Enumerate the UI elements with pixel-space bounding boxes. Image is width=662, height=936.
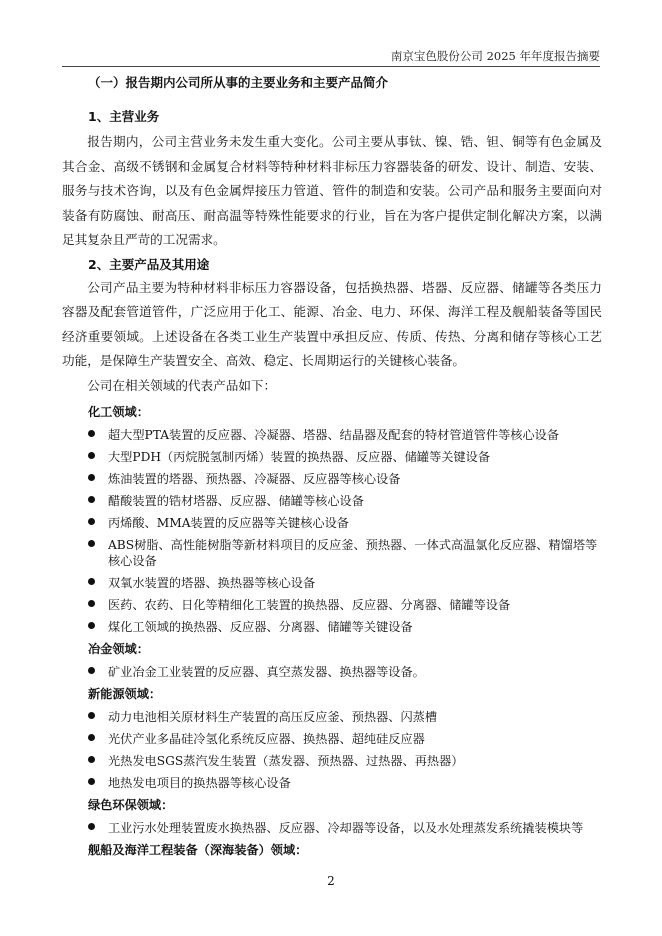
list-item [88, 537, 602, 569]
bullet-icon [88, 622, 95, 629]
list-item-text: 超大型PTA装置的反应器、冷凝器、塔器、结晶器及配套的特材管道管件等核心设备 [108, 428, 560, 442]
list-item-text: 工业污水处理装置废水换热器、反应器、冷却器等设备，以及水处理蒸发系统撬装模块等 [108, 821, 584, 835]
marine-heading: 舰船及海洋工程装备（深海装备）领域： [88, 843, 308, 857]
new-energy-list [88, 709, 602, 791]
new-energy-heading: 新能源领域： [88, 687, 162, 701]
bullet-icon [88, 778, 95, 785]
bullet-icon [88, 430, 95, 437]
bullet-icon [88, 600, 95, 607]
list-item-text: 丙烯酸、MMA装置的反应器等关键核心设备 [108, 516, 349, 530]
list-item [88, 820, 602, 836]
list-item [88, 731, 602, 747]
page-content [62, 69, 602, 858]
list-item-text: 煤化工领域的换热器、反应器、分离器、储罐等关键设备 [108, 620, 413, 634]
list-item-text: 光热发电SGS蒸汽发生装置（蒸发器、预热器、过热器、再热器） [108, 754, 464, 768]
environmental-list [88, 820, 602, 836]
list-item [88, 427, 602, 443]
bullet-icon [88, 518, 95, 525]
bullet-icon [88, 496, 95, 503]
bullet-icon [88, 734, 95, 741]
list-item [88, 471, 602, 487]
metallurgy-list [88, 664, 602, 680]
list-item-text: 炼油装置的塔器、预热器、冷凝器、反应器等核心设备 [108, 472, 401, 486]
list-item [88, 515, 602, 531]
list-item [88, 664, 602, 680]
bullet-icon [88, 578, 95, 585]
list-item [88, 709, 602, 725]
bullet-icon [88, 756, 95, 763]
chemical-heading: 化工领域： [88, 405, 149, 419]
list-item [88, 449, 602, 465]
bullet-icon [88, 667, 95, 674]
bullet-icon [88, 823, 95, 830]
section-title: （一）报告期内公司所从事的主要业务和主要产品简介 [88, 75, 389, 90]
list-item [88, 493, 602, 509]
products-heading: 2、主要产品及其用途 [88, 256, 210, 272]
page-number: 2 [327, 874, 335, 888]
list-item-text: 医药、农药、日化等精细化工装置的换热器、反应器、分离器、储罐等设备 [108, 598, 511, 612]
list-item-text: 大型PDH（丙烷脱氢制丙烯）装置的换热器、反应器、储罐等关键设备 [108, 450, 491, 464]
bullet-icon [88, 540, 95, 547]
list-item [88, 775, 602, 791]
list-item-text: 双氧水装置的塔器、换热器等核心设备 [108, 576, 316, 590]
list-item [88, 753, 602, 769]
list-item [88, 597, 602, 613]
business-paragraph: 报告期内，公司主营业务未发生重大变化。公司主要从事钛、镍、锆、钽、铜等有色金属及其合金、高级不锈钢和金属复合材料等特种材料非标压力容器装备的研发、设计、制造、安装、服务与技术咨询，以及有色金属焊接压力管道、管件的制造和安装。公司产品和服务主要面向对装备有防腐蚀、耐高压、耐高温等特殊性能要求的行业，旨在为客户提供定制化解决方案，以满足其复杂且严苛的工况需求。 [62, 134, 602, 247]
list-item-text: 光伏产业多晶硅冷氢化系统反应器、换热器、超纯硅反应器 [108, 732, 425, 746]
bullet-icon [88, 452, 95, 459]
bullet-icon [88, 712, 95, 719]
list-item [88, 575, 602, 591]
list-item-text: 矿业冶金工业装置的反应器、真空蒸发器、换热器等设备。 [108, 665, 425, 679]
products-intro: 公司在相关领域的代表产品如下： [87, 377, 277, 393]
business-heading: 1、主营业务 [88, 109, 160, 124]
list-item [88, 619, 602, 635]
list-item-text: 醋酸装置的锆材塔器、反应器、储罐等核心设备 [108, 494, 364, 508]
chemical-list [88, 427, 602, 635]
header-rule [62, 66, 600, 67]
metallurgy-heading: 冶金领域： [88, 642, 149, 656]
list-item-text: 动力电池相关原材料生产装置的高压反应釜、预热器、闪蒸槽 [108, 710, 438, 724]
list-item-text: 地热发电项目的换热器等核心设备 [108, 776, 291, 790]
products-paragraph: 公司产品主要为特种材料非标压力容器设备，包括换热器、塔器、反应器、储罐等各类压力容器及配套管道管件，广泛应用于化工、能源、冶金、电力、环保、海洋工程及舰船装备等国民经济重要领域。上述设备在各类工业生产装置中承担反应、传质、传热、分离和储存等核心工艺功能，是保障生产装置安全、高效、稳定、长周期运行的关键核心装备。 [62, 279, 602, 368]
bullet-icon [88, 474, 95, 481]
page-header: 南京宝色股份公司 2025 年年度报告摘要 [390, 49, 600, 63]
list-item-text: ABS树脂、高性能树脂等新材料项目的反应釜、预热器、一体式高温氯化反应器、精馏塔等核心设备 [108, 538, 598, 568]
environmental-heading: 绿色环保领域： [88, 798, 174, 812]
